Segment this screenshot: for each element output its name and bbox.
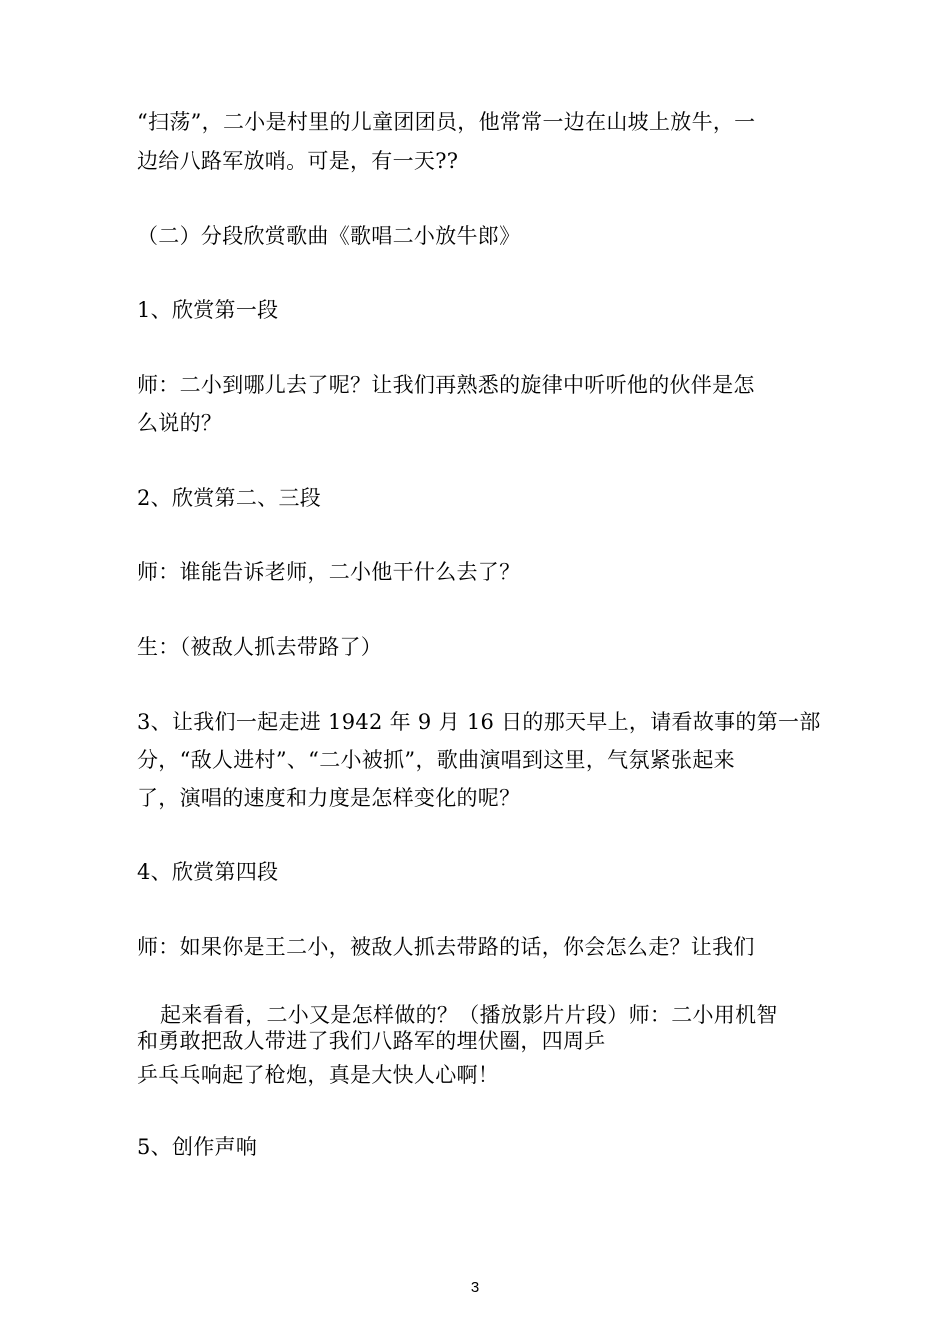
list-item-heading: 4、欣赏第四段 xyxy=(137,860,279,884)
paragraph-line: “扫荡”，二小是村里的儿童团团员，他常常一边在山坡上放牛，一 xyxy=(137,110,756,134)
paragraph-line: 边给八路军放哨。可是，有一天?? xyxy=(137,149,459,173)
paragraph-line: 师：谁能告诉老师，二小他干什么去了？ xyxy=(137,560,521,584)
list-item-heading: 2、欣赏第二、三段 xyxy=(137,486,322,510)
paragraph-line: 了，演唱的速度和力度是怎样变化的呢？ xyxy=(137,786,521,810)
paragraph-line: 起来看看，二小又是怎样做的？（播放影片片段）师：二小用机智 xyxy=(160,1003,778,1027)
paragraph-line: 3、让我们一起走进 1942 年 9 月 16 日的那天早上，请看故事的第一部 xyxy=(137,710,821,734)
paragraph-line: 分，“敌人进村”、“二小被抓”，歌曲演唱到这里，气氛紧张起来 xyxy=(137,748,735,772)
paragraph-line: 乒乓乓响起了枪炮，真是大快人心啊！ xyxy=(137,1063,500,1087)
list-item-heading: 1、欣赏第一段 xyxy=(137,298,279,322)
section-heading: （二）分段欣赏歌曲《歌唱二小放牛郎》 xyxy=(137,224,521,248)
paragraph-line: 么说的？ xyxy=(137,411,223,435)
paragraph-line: 生：（被敌人抓去带路了） xyxy=(137,635,383,659)
paragraph-line: 师：如果你是王二小，被敌人抓去带路的话，你会怎么走？让我们 xyxy=(137,935,755,959)
list-item-heading: 5、创作声响 xyxy=(137,1135,258,1159)
paragraph-line: 师：二小到哪儿去了呢？让我们再熟悉的旋律中听听他的伙伴是怎 xyxy=(137,373,755,397)
page-number: 3 xyxy=(470,1279,480,1296)
paragraph-line: 和勇敢把敌人带进了我们八路军的埋伏圈，四周乒 xyxy=(137,1029,606,1053)
